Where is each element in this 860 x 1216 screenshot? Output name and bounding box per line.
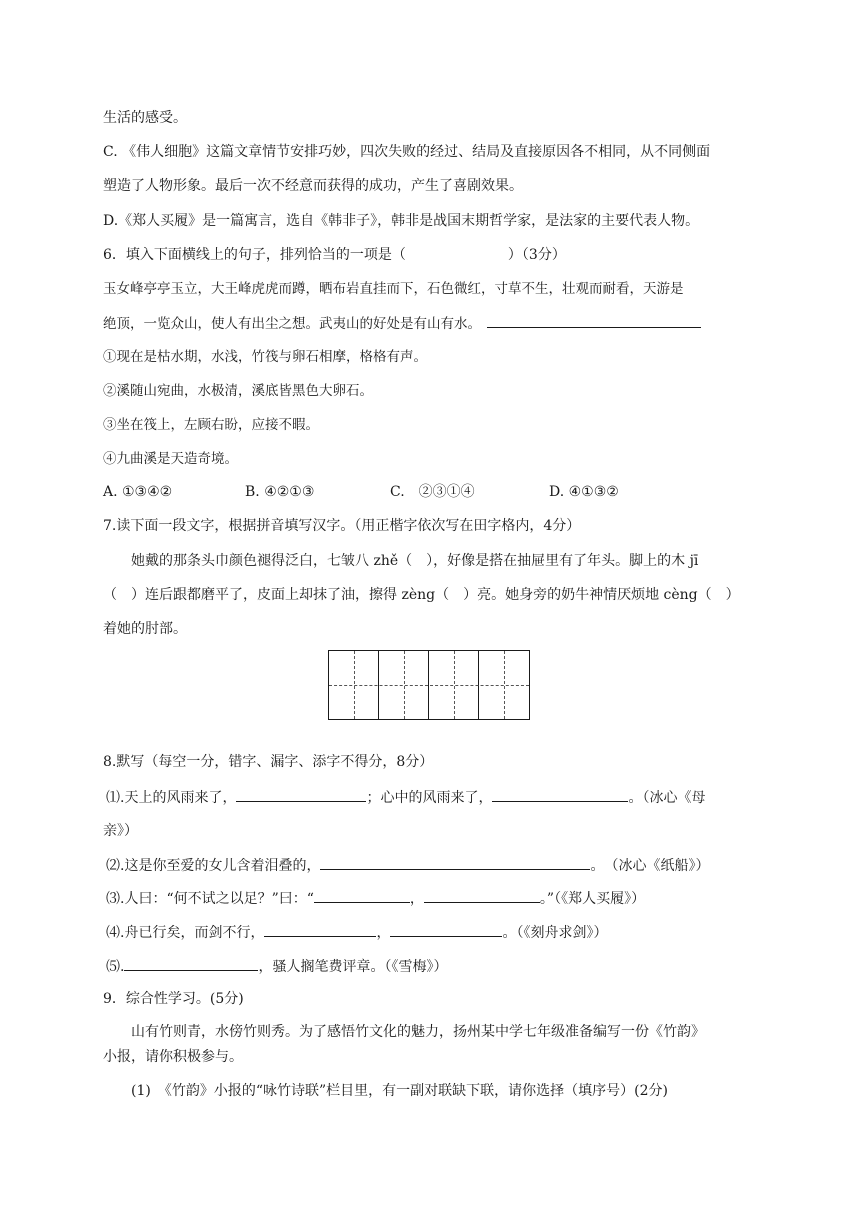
q6-sentence-4: ④九曲溪是天造奇境。	[103, 451, 238, 467]
grid-divider	[329, 685, 529, 686]
q8-blank-2[interactable]	[492, 787, 628, 802]
q6-option-a[interactable]: A. ①③④②	[103, 484, 173, 500]
q8-stem: 8.默写（每空一分，错字、漏字、添字不得分，8分）	[103, 754, 434, 770]
q6-stem	[103, 245, 566, 265]
q8-blank-3[interactable]	[320, 855, 590, 870]
q8-item-2	[106, 855, 709, 876]
q6-option-b[interactable]: B. ④②①③	[245, 484, 315, 500]
q9-paragraph-line1: 山有竹则青，水傍竹则秀。为了感悟竹文化的魅力，扬州某中学七年级准备编写一份《竹韵》	[131, 1024, 705, 1040]
q8-item-2-text-a: ⑵.这是你至爱的女儿含着泪叠的，	[106, 858, 321, 874]
q8-blank-6[interactable]	[264, 922, 376, 937]
q9-paragraph-line2: 小报，请你积极参与。	[103, 1049, 243, 1065]
q6-sentence-2: ②溪随山宛曲，水极清，溪底皆黑色大卵石。	[103, 383, 373, 399]
q8-item-1	[106, 787, 705, 808]
q6-stem-text: 6．填入下面横线上的句子，排列恰当的一项是（	[103, 247, 406, 263]
q7-paragraph-line3: 着她的肘部。	[103, 621, 187, 637]
q8-item-5-text-b: ，骚人搁笔费评章。（《雪梅》）	[258, 959, 448, 975]
q8-blank-5[interactable]	[424, 888, 540, 903]
q8-item-4-text-a: ⑷.舟已行矣，而剑不行，	[106, 925, 265, 941]
q6-passage-text: 绝顶，一览众山，使人有出尘之想。武夷山的好处是有山有水。	[103, 316, 481, 332]
q8-item-3-text-c: 。”（《郑人买履》）	[539, 891, 646, 907]
tianzige-grid[interactable]	[328, 650, 530, 720]
q8-item-4-text-b: ，	[376, 925, 391, 941]
q8-item-5-text-a: ⑸.	[106, 959, 125, 975]
q6-option-d[interactable]: D. ④①③②	[549, 484, 619, 500]
q6-sentence-1: ①现在是枯水期，水浅，竹筏与卵石相摩，格格有声。	[103, 349, 427, 365]
q8-item-1-text-a: ⑴.天上的风雨来了，	[106, 790, 237, 806]
q8-item-3	[106, 888, 645, 909]
q5-option-d: D.《郑人买履》是一篇寓言，选自《韩非子》，韩非是战国末期哲学家，是法家的主要代表人物。	[103, 213, 700, 229]
q8-item-1-text-b: ；心中的风雨来了，	[366, 790, 493, 806]
q8-item-5	[106, 956, 447, 977]
q7-paragraph-line1: 她戴的那条头巾颜色褪得泛白，七皱八 zhě（ ），好像是搭在抽屉里有了年头。脚上的木 jī	[131, 553, 699, 569]
q8-blank-1[interactable]	[236, 787, 366, 802]
q7-stem: 7.读下面一段文字，根据拼音填写汉字。（用正楷字依次写在田字格内，4分）	[103, 518, 581, 534]
q5-option-c-line1: C. 《伟人细胞》这篇文章情节安排巧妙，四次失败的经过、结局及直接原因各不相同，从不同侧面	[103, 144, 711, 160]
q9-subquestion-1: (1) 《竹韵》小报的“咏竹诗联”栏目里，有一副对联缺下联，请你选择（填序号）(2分)	[131, 1083, 668, 1099]
q6-option-c[interactable]: C. ②③①④	[390, 484, 475, 500]
q5-option-c-line2: 塑造了人物形象。最后一次不经意而获得的成功，产生了喜剧效果。	[103, 178, 523, 194]
q8-item-1-continued: 亲》）	[103, 823, 138, 839]
q6-stem-score: ）（3分）	[507, 247, 566, 263]
q8-blank-4[interactable]	[314, 888, 410, 903]
q8-item-3-text-a: ⑶.人曰：“何不试之以足？”曰：“	[106, 891, 314, 907]
q8-blank-7[interactable]	[390, 922, 502, 937]
q6-passage-line1: 玉女峰亭亭玉立，大王峰虎虎而蹲，晒布岩直挂而下，石色微红，寸草不生，壮观而耐看，天游是	[103, 281, 684, 297]
q8-item-4	[106, 922, 607, 943]
q9-stem: 9．综合性学习。(5分)	[103, 991, 244, 1007]
q6-sentence-3: ③坐在筏上，左顾右盼，应接不暇。	[103, 417, 319, 433]
q8-blank-8[interactable]	[124, 956, 258, 971]
q8-item-1-text-c: 。（冰心《母	[628, 790, 706, 806]
q6-fill-blank[interactable]	[487, 313, 701, 328]
q5-option-b-tail: 生活的感受。	[103, 110, 187, 126]
q7-paragraph-line2: （ ）连后跟都磨平了，皮面上却抹了油，擦得 zèng（ ）亮。她身旁的奶牛神情厌烦地 cèng（ ）	[103, 587, 740, 603]
q8-item-3-text-b: ，	[409, 891, 424, 907]
q8-item-4-text-c: 。（《刻舟求剑》）	[502, 925, 608, 941]
q6-passage-line2	[103, 313, 701, 334]
q8-item-2-text-b: 。 （冰心《纸船》）	[590, 858, 710, 874]
